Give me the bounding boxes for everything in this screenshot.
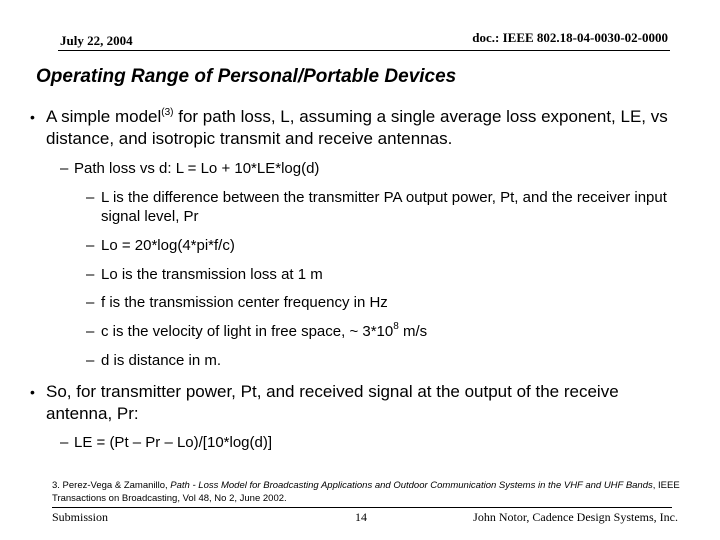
bullet-marker: • <box>30 109 35 125</box>
footnote <box>52 479 692 505</box>
footnote-paper-title: Path - Loss Model for Broadcasting Applications and Outdoor Communication Systems in the VHF and UHF Bands <box>170 480 653 491</box>
list-item-text <box>101 322 427 341</box>
sub-bullet-text: Path loss vs d: L = Lo + 10*LE*log(d) <box>74 160 320 177</box>
exponent: 8 <box>393 321 399 332</box>
list-item-text: d is distance in m. <box>101 352 222 369</box>
bullet-text <box>46 106 686 150</box>
list-item-marker: – <box>86 237 95 254</box>
footer-author: John Notor, Cadence Design Systems, Inc. <box>473 510 678 524</box>
footer-submission: Submission <box>52 510 109 524</box>
bullet-text-end: for path loss, L, assuming a single average loss exponent, LE, vs distance, and isotropic transmit and receive antennas. <box>46 107 668 148</box>
list-item-text: Lo is the transmission loss at 1 m <box>101 266 323 283</box>
list-item-marker: – <box>86 323 95 340</box>
list-item-text: L is the difference between the transmitter PA output power, Pt, and the receiver input signal level, Pr <box>101 189 667 225</box>
sub-bullet-marker: – <box>60 434 69 451</box>
footnote-authors: 3. Perez-Vega & Zamanillo, <box>52 480 171 491</box>
footnote-source: , IEEE Transactions on Broadcasting, Vol 48, No 2, June 2002. <box>52 480 680 504</box>
bullet-text-start: A simple model <box>46 107 162 126</box>
list-item-text: f is the transmission center frequency in Hz <box>101 294 388 311</box>
list-item-marker: – <box>86 189 95 206</box>
list-item-text-start: c is the velocity of light in free space, ~ 3*10 <box>101 323 394 340</box>
footer-divider <box>52 507 672 508</box>
citation-ref: (3) <box>161 107 174 118</box>
header-divider <box>58 50 670 51</box>
header-date: July 22, 2004 <box>60 33 133 48</box>
bullet-text: So, for transmitter power, Pt, and received signal at the output of the receive antenna, Pr: <box>46 382 619 423</box>
list-item-text-end: m/s <box>398 323 428 340</box>
list-item-text: Lo = 20*log(4*pi*f/c) <box>101 237 235 254</box>
list-item-marker: – <box>86 294 95 311</box>
list-item-marker: – <box>86 352 95 369</box>
sub-bullet-marker: – <box>60 160 69 177</box>
bullet-marker: • <box>30 384 35 400</box>
sub-bullet-text: LE = (Pt – Pr – Lo)/[10*log(d)] <box>74 434 273 451</box>
page-number: 14 <box>355 510 367 524</box>
header-doc-id: doc.: IEEE 802.18-04-0030-02-0000 <box>472 30 668 45</box>
slide-title: Operating Range of Personal/Portable Devices <box>36 66 457 87</box>
list-item-marker: – <box>86 266 95 283</box>
